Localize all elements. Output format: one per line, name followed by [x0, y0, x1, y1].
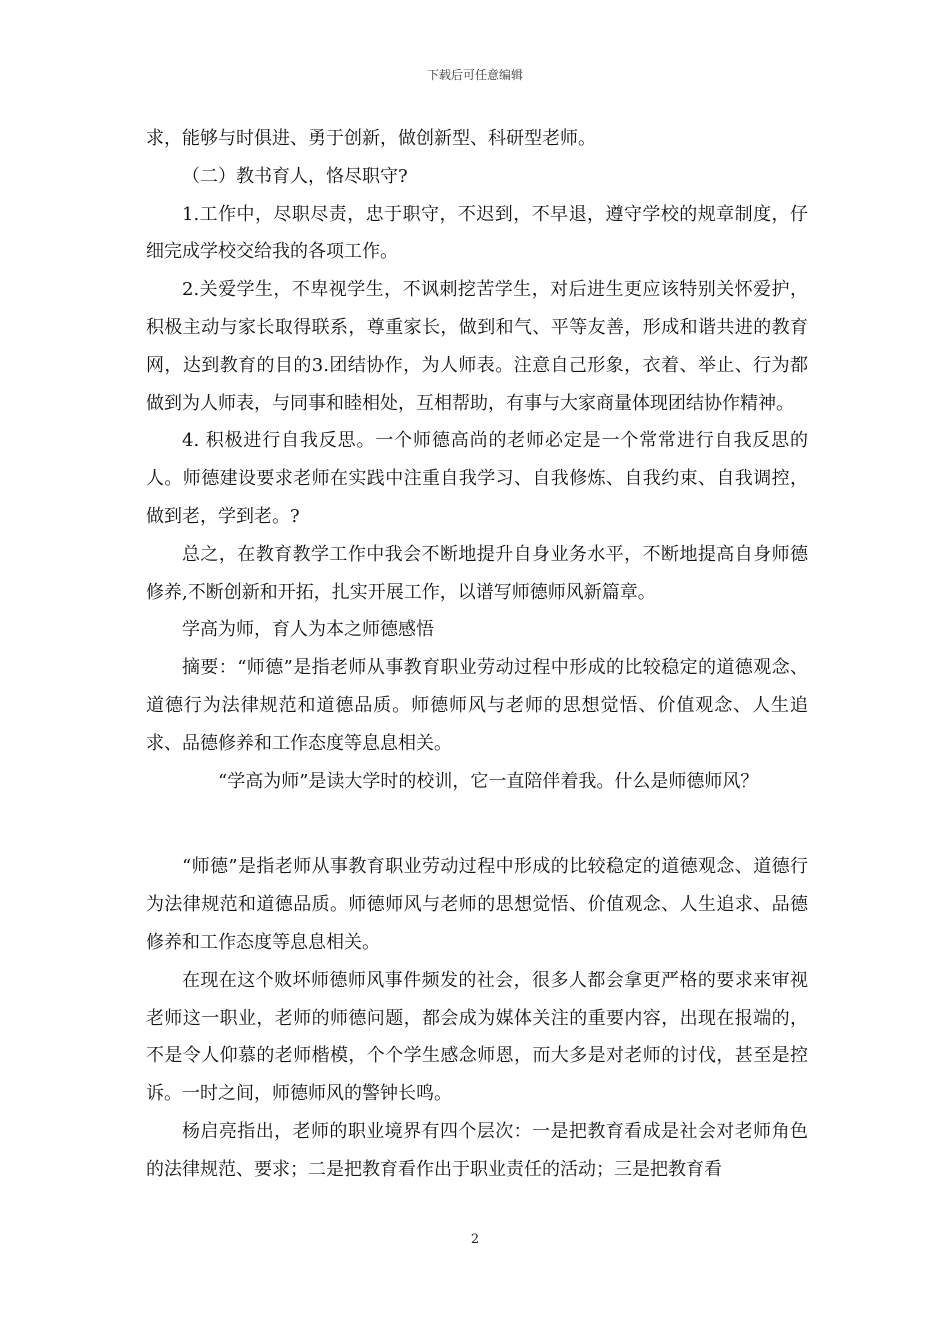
paragraph-summary: 总之，在教育教学工作中我会不断地提升自身业务水平，不断地提高自身师德修养,不断创新和开拓，扎实开展工作，以谱写师德师风新篇章。 — [146, 543, 808, 603]
paragraph-item-1: 1.工作中，尽职尽责，忠于职守，不迟到，不早退，遵守学校的规章制度，仔细完成学校交给我的各项工作。 — [146, 203, 808, 263]
document-body — [146, 120, 808, 1189]
page-number: 2 — [470, 1232, 480, 1247]
section-heading-duty: （二）教书育人，恪尽职守? — [182, 165, 408, 187]
paragraph-item-4: 4. 积极进行自我反思。一个师德高尚的老师必定是一个常常进行自我反思的人。师德建设要求老师在实践中注重自我学习、自我修炼、自我约束、自我调控，做到老，学到老。? — [146, 430, 808, 527]
paragraph-levels: 杨启亮指出，老师的职业境界有四个层次：一是把教育看成是社会对老师角色的法律规范、要求；二是把教育看作出于职业责任的活动；三是把教育看 — [146, 1120, 808, 1180]
paragraph-continuation: 求，能够与时俱进、勇于创新，做创新型、科研型老师。 — [146, 128, 596, 149]
paragraph-abstract: 摘要：“师德”是指老师从事教育职业劳动过程中形成的比较稳定的道德观念、道德行为法律规范和道德品质。师德师风与老师的思想觉悟、价值观念、人生追求、品德修养和工作态度等息息相关。 — [146, 657, 808, 754]
page-header: 下载后可任意编辑 — [426, 68, 523, 82]
article-title: 学高为师，育人为本之师德感悟 — [182, 619, 434, 641]
paragraph-item-2: 2.关爱学生，不卑视学生，不讽刺挖苦学生，对后进生更应该特别关怀爱护，积极主动与家长取得联系，尊重家长，做到和气、平等友善，形成和谐共进的教育网，达到教育的目的3.团结协作，为人师表。注意自己形象，衣着、举止、行为都做到为人师表，与同事和睦相处，互相帮助，有事与大家商量体现团结协作精神。 — [146, 279, 808, 414]
paragraph-gap — [146, 800, 808, 848]
paragraph-society: 在现在这个败坏师德师风事件频发的社会，很多人都会拿更严格的要求来审视老师这一职业，老师的师德问题，都会成为媒体关注的重要内容，出现在报端的，不是令人仰慕的老师楷模，个个学生感念师恩，而大多是对老师的讨伐，甚至是控诉。一时之间，师德师风的警钟长鸣。 — [146, 969, 808, 1105]
paragraph-definition: “师德”是指老师从事教育职业劳动过程中形成的比较稳定的道德观念、道德行为法律规范和道德品质。师德师风与老师的思想觉悟、价值观念、人生追求、品德修养和工作态度等息息相关。 — [146, 856, 808, 953]
paragraph-motto: “学高为师”是读大学时的校训，它一直陪伴着我。什么是师德师风？ — [218, 770, 759, 792]
